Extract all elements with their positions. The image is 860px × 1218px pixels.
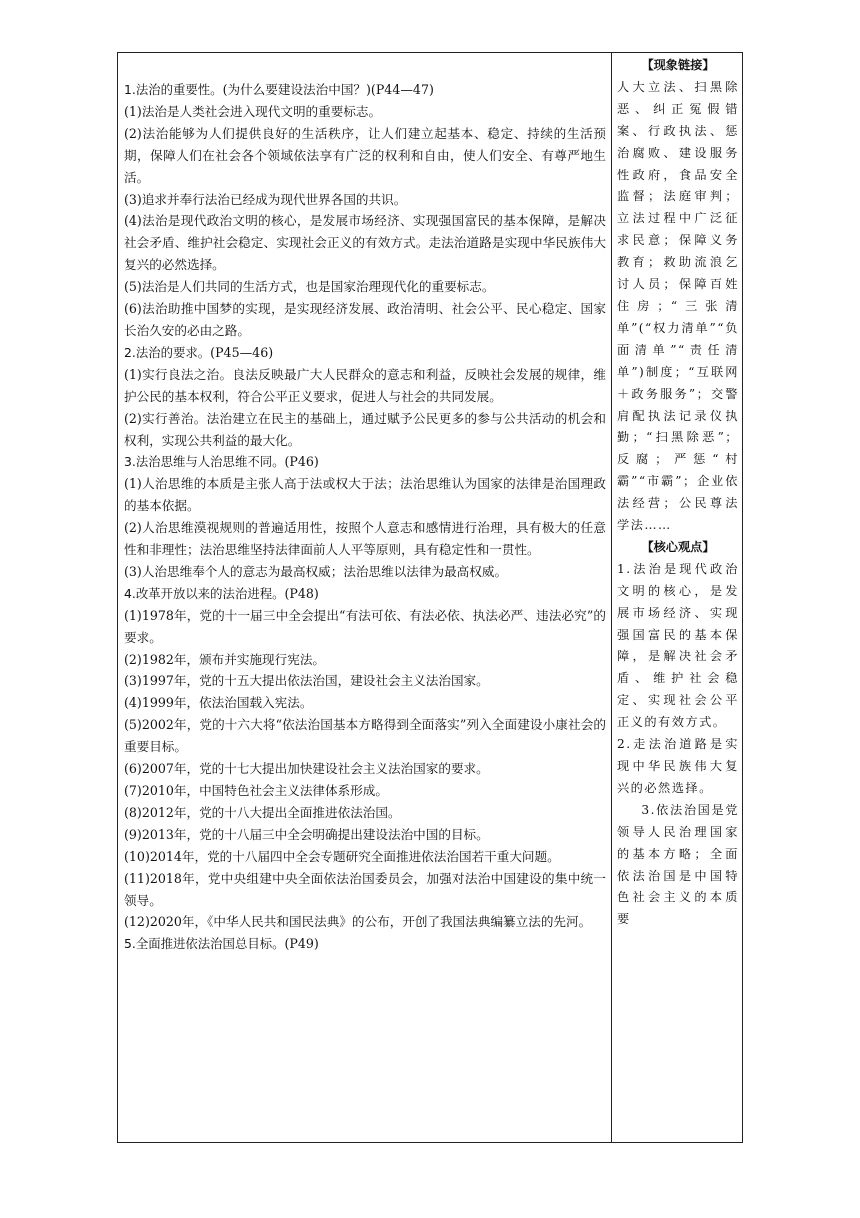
section-3-heading — [124, 451, 606, 473]
section-2-title: 2.法治的要求。 — [124, 344, 211, 360]
section-1-item: (6)法治助推中国梦的实现，是实现经济发展、政治清明、社会公平、民心稳定、国家长治久安的必由之路。 — [124, 301, 606, 338]
core-viewpoint-label: 【核心观点】 — [641, 539, 715, 554]
section-1-item: (1)法治是人类社会进入现代文明的重要标志。 — [124, 103, 382, 119]
phenomena-link-label: 【现象链接】 — [641, 58, 715, 72]
main-column — [124, 79, 606, 955]
core-viewpoint-item: 3.依法治国是党领导人民治理国家的基本方略；全面依法治国是中国特色社会主义的本质要 — [617, 802, 739, 927]
section-1-item: (3)追求并奉行法治已经成为现代世界各国的共识。 — [124, 191, 407, 207]
section-4-item: (7)2010年，中国特色社会主义法律体系形成。 — [124, 783, 388, 798]
section-2-item: (1)实行良法之治。良法反映最广大人民群众的意志和利益，反映社会发展的规律，维护公民的基本权利，符合公平正义要求，促进人与社会的共同发展。 — [124, 366, 606, 404]
section-3-page-ref: (P46) — [284, 454, 319, 470]
section-1-heading — [124, 79, 606, 101]
core-viewpoint-item: 2.走法治道路是实现中华民族伟大复兴的必然选择。 — [617, 737, 739, 795]
section-1-page-ref: (P44—47) — [370, 82, 434, 97]
section-4-heading — [124, 583, 606, 605]
section-2-item: (2)实行善治。法治建立在民主的基础上，通过赋予公民更多的参与公共活动的机会和权利，实现公共利益的最大化。 — [124, 410, 606, 448]
column-divider — [611, 53, 612, 1142]
section-4-item: (6)2007年，党的十七大提出加快建设社会主义法治国家的要求。 — [124, 761, 489, 777]
content-table — [117, 52, 743, 1143]
phenomena-link-text: 人大立法、扫黑除恶、纠正冤假错案、行政执法、惩治腐败、建设服务性政府，食品安全监督；法庭审判；立法过程中广泛征求民意；保障义务教育；救助流浪乞讨人员；保障百姓住房；“三张清单”(“权力清单”“负面清单”“责任清单”)制度；“互联网＋政务服务”；交警肩配执法记录仪执勤；“扫黑除恶”；反腐；严惩“村霸”“市霸”；企业依法经营；公民尊法学法…… — [617, 79, 739, 533]
section-1-item: (4)法治是现代政治文明的核心，是发展市场经济、实现强国富民的基本保障，是解决社会矛盾、维护社会稳定、实现社会正义的有效方式。走法治道路是实现中华民族伟大复兴的必然选择。 — [124, 213, 606, 273]
section-3-item: (1)人治思维的本质是主张人高于法或权大于法；法治思维认为国家的法律是治国理政的基本依据。 — [124, 476, 606, 514]
section-2-page-ref: (P45—46) — [210, 344, 274, 360]
section-1-title: 1.法治的重要性。 — [124, 82, 223, 97]
section-3-item: (2)人治思维漠视规则的普遍适用性，按照个人意志和感情进行治理，具有极大的任意性和非理性；法治思维坚持法律面前人人平等原则，具有稳定性和一贯性。 — [124, 520, 606, 558]
core-viewpoint-item: 1.法治是现代政治文明的核心，是发展市场经济、实现强国富民的基本保障，是解决社会矛盾、维护社会稳定、实现社会公平正义的有效方式。 — [617, 561, 739, 730]
section-5-page-ref: (P49) — [284, 936, 319, 952]
section-4-item: (10)2014年，党的十八届四中全会专题研究全面推进依法治国若干重大问题。 — [124, 848, 560, 864]
section-1-item: (2)法治能够为人们提供良好的生活秩序，让人们建立起基本、稳定、持续的生活预期，保障人们在社会各个领域依法享有广泛的权利和自由，使人们安全、有尊严地生活。 — [124, 125, 606, 185]
section-4-item: (9)2013年，党的十八届三中全会明确提出建设法治中国的目标。 — [124, 826, 489, 842]
section-1-subtitle: (为什么要建设法治中国？) — [222, 82, 371, 97]
section-5-title: 5.全面推进依法治国总目标。 — [124, 936, 285, 952]
section-4-item: (2)1982年，颁布并实施现行宪法。 — [124, 651, 326, 667]
section-4-item: (11)2018年，党中央组建中央全面依法治国委员会，加强对法治中国建设的集中统一领导。 — [124, 870, 606, 908]
section-4-title: 4.改革开放以来的法治进程。 — [124, 585, 285, 601]
section-4-item: (5)2002年，党的十六大将“依法治国基本方略得到全面落实”列入全面建设小康社会的重要目标。 — [124, 717, 606, 755]
section-2-heading — [124, 342, 606, 364]
section-4-item: (1)1978年，党的十一届三中全会提出“有法可依、有法必依、执法必严、违法必究”的要求。 — [124, 607, 606, 645]
section-4-item: (12)2020年，《中华人民共和国民法典》的公布，开创了我国法典编纂立法的先河。 — [124, 914, 592, 930]
section-3-title: 3.法治思维与人治思维不同。 — [124, 454, 285, 470]
section-4-item: (8)2012年，党的十八大提出全面推进依法治国。 — [124, 804, 401, 820]
section-5-heading — [124, 933, 606, 955]
side-column — [617, 55, 739, 931]
section-4-page-ref: (P48) — [284, 585, 319, 601]
section-1-item: (5)法治是人们共同的生活方式，也是国家治理现代化的重要标志。 — [124, 279, 495, 295]
section-4-item: (3)1997年，党的十五大提出依法治国，建设社会主义法治国家。 — [124, 673, 489, 689]
section-3-item: (3)人治思维奉个人的意志为最高权威；法治思维以法律为最高权威。 — [124, 563, 508, 579]
section-4-item: (4)1999年，依法治国载入宪法。 — [124, 695, 313, 711]
